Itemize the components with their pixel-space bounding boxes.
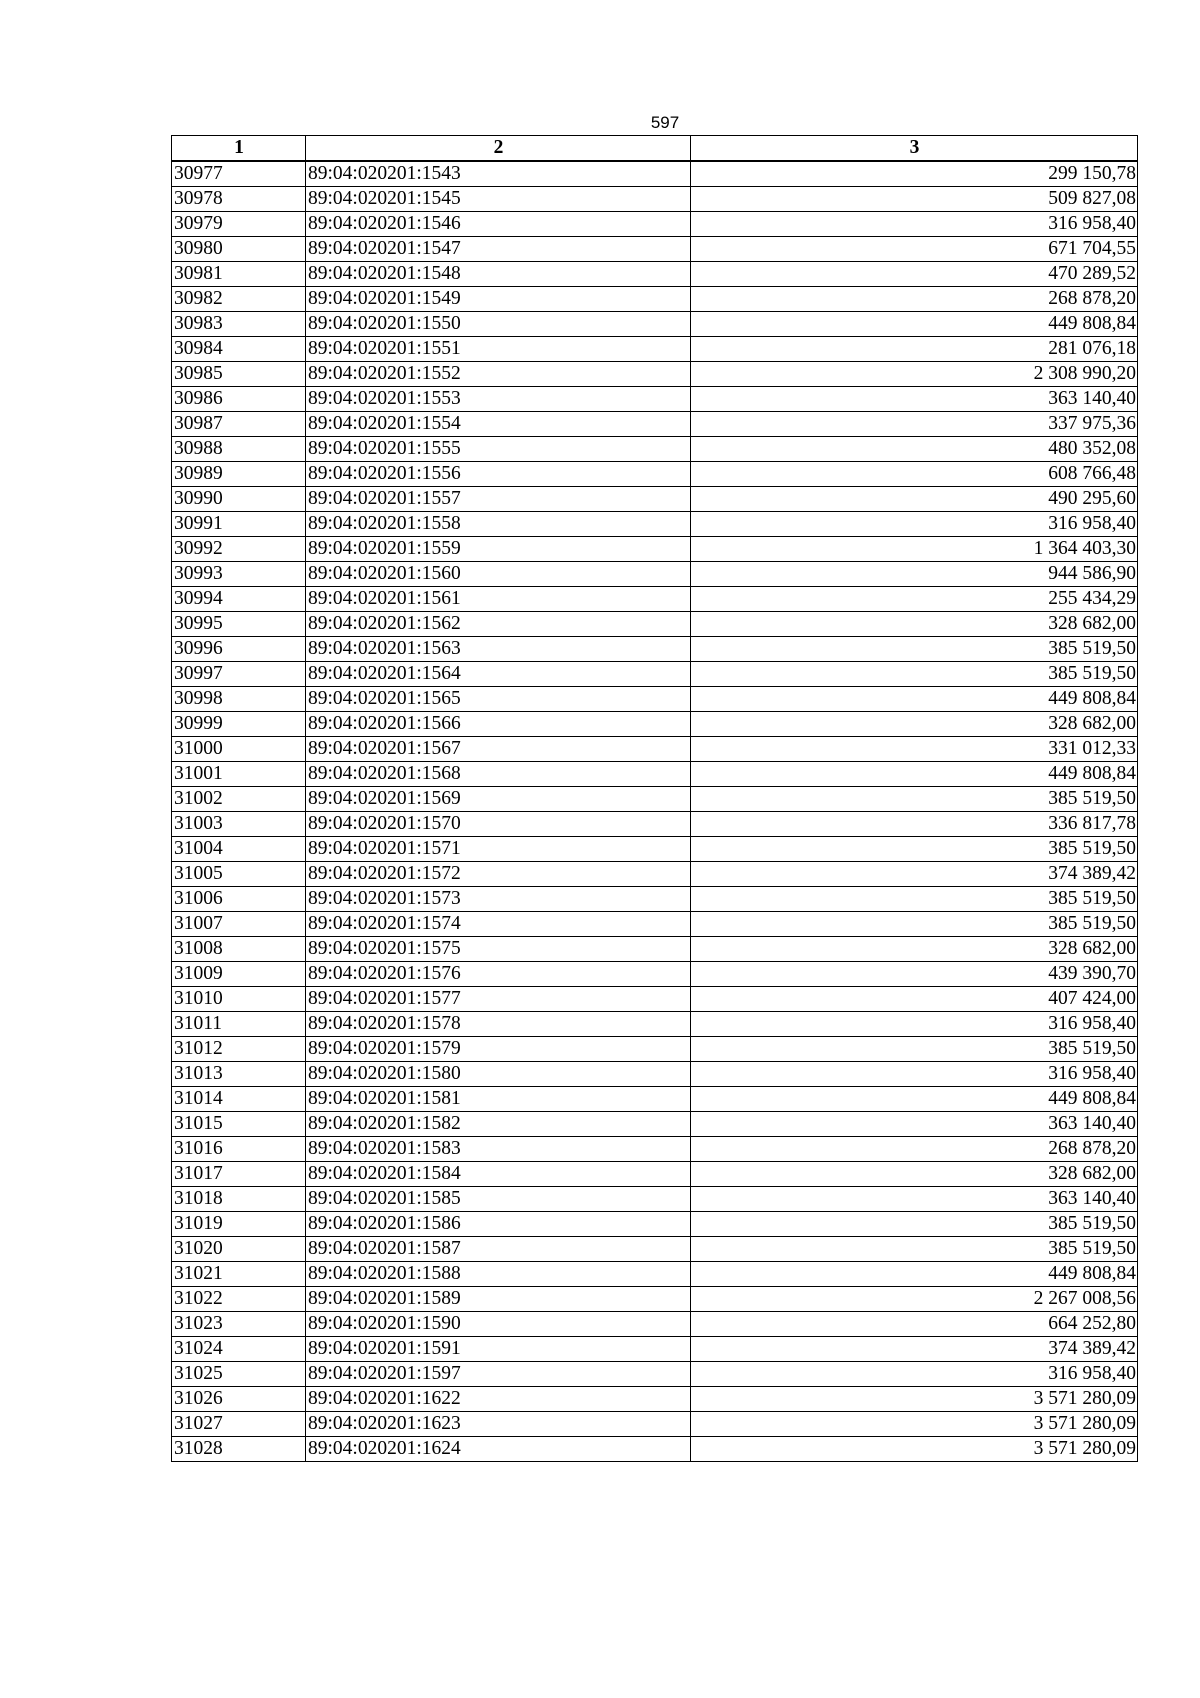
table-row (172, 912, 1138, 937)
value-cell: 363 140,40 (691, 1187, 1138, 1212)
cadastral-number-cell: 89:04:020201:1573 (306, 887, 691, 912)
table-header (172, 136, 1138, 162)
row-number-cell: 30985 (172, 362, 306, 387)
value-cell: 255 434,29 (691, 587, 1138, 612)
table-row (172, 1337, 1138, 1362)
cadastral-number-cell: 89:04:020201:1586 (306, 1212, 691, 1237)
row-number-cell: 31022 (172, 1287, 306, 1312)
row-number-cell: 31016 (172, 1137, 306, 1162)
row-number-cell: 30991 (172, 512, 306, 537)
value-cell: 385 519,50 (691, 637, 1138, 662)
row-number-cell: 31004 (172, 837, 306, 862)
row-number-cell: 31014 (172, 1087, 306, 1112)
header-row (172, 136, 1138, 162)
column-header-value: 3 (691, 136, 1138, 162)
cadastral-number-cell: 89:04:020201:1567 (306, 737, 691, 762)
cadastral-number-cell: 89:04:020201:1547 (306, 237, 691, 262)
table-row (172, 762, 1138, 787)
value-cell: 664 252,80 (691, 1312, 1138, 1337)
row-number-cell: 31003 (172, 812, 306, 837)
cadastral-number-cell: 89:04:020201:1561 (306, 587, 691, 612)
cadastral-number-cell: 89:04:020201:1554 (306, 412, 691, 437)
row-number-cell: 31005 (172, 862, 306, 887)
cadastral-number-cell: 89:04:020201:1557 (306, 487, 691, 512)
table-row (172, 662, 1138, 687)
row-number-cell: 31018 (172, 1187, 306, 1212)
table-row (172, 512, 1138, 537)
row-number-cell: 30982 (172, 287, 306, 312)
row-number-cell: 30980 (172, 237, 306, 262)
value-cell: 299 150,78 (691, 161, 1138, 187)
table-row (172, 1112, 1138, 1137)
value-cell: 328 682,00 (691, 1162, 1138, 1187)
value-cell: 490 295,60 (691, 487, 1138, 512)
table-row (172, 312, 1138, 337)
cadastral-number-cell: 89:04:020201:1580 (306, 1062, 691, 1087)
row-number-cell: 31008 (172, 937, 306, 962)
cadastral-number-cell: 89:04:020201:1553 (306, 387, 691, 412)
value-cell: 3 571 280,09 (691, 1412, 1138, 1437)
table-row (172, 1387, 1138, 1412)
cadastral-number-cell: 89:04:020201:1555 (306, 437, 691, 462)
table-row (172, 1037, 1138, 1062)
cadastral-number-cell: 89:04:020201:1546 (306, 212, 691, 237)
cadastral-value-table (171, 135, 1138, 1462)
row-number-cell: 30994 (172, 587, 306, 612)
row-number-cell: 30983 (172, 312, 306, 337)
value-cell: 385 519,50 (691, 887, 1138, 912)
row-number-cell: 31028 (172, 1437, 306, 1462)
cadastral-number-cell: 89:04:020201:1577 (306, 987, 691, 1012)
table-row (172, 962, 1138, 987)
value-cell: 328 682,00 (691, 612, 1138, 637)
table-row (172, 487, 1138, 512)
table-row (172, 412, 1138, 437)
cadastral-number-cell: 89:04:020201:1588 (306, 1262, 691, 1287)
value-cell: 385 519,50 (691, 1237, 1138, 1262)
table-row (172, 1212, 1138, 1237)
table-row (172, 212, 1138, 237)
row-number-cell: 31026 (172, 1387, 306, 1412)
value-cell: 385 519,50 (691, 912, 1138, 937)
row-number-cell: 31010 (172, 987, 306, 1012)
row-number-cell: 30981 (172, 262, 306, 287)
cadastral-number-cell: 89:04:020201:1579 (306, 1037, 691, 1062)
row-number-cell: 30992 (172, 537, 306, 562)
row-number-cell: 30996 (172, 637, 306, 662)
table-row (172, 787, 1138, 812)
row-number-cell: 31023 (172, 1312, 306, 1337)
table-row (172, 1262, 1138, 1287)
cadastral-number-cell: 89:04:020201:1564 (306, 662, 691, 687)
value-cell: 407 424,00 (691, 987, 1138, 1012)
cadastral-number-cell: 89:04:020201:1574 (306, 912, 691, 937)
value-cell: 316 958,40 (691, 1012, 1138, 1037)
cadastral-number-cell: 89:04:020201:1550 (306, 312, 691, 337)
table-row (172, 587, 1138, 612)
row-number-cell: 30993 (172, 562, 306, 587)
cadastral-number-cell: 89:04:020201:1572 (306, 862, 691, 887)
table-row (172, 1237, 1138, 1262)
value-cell: 385 519,50 (691, 787, 1138, 812)
table-row (172, 1062, 1138, 1087)
row-number-cell: 31017 (172, 1162, 306, 1187)
table-row (172, 287, 1138, 312)
value-cell: 1 364 403,30 (691, 537, 1138, 562)
row-number-cell: 30987 (172, 412, 306, 437)
cadastral-number-cell: 89:04:020201:1549 (306, 287, 691, 312)
value-cell: 268 878,20 (691, 1137, 1138, 1162)
table-row (172, 837, 1138, 862)
value-cell: 331 012,33 (691, 737, 1138, 762)
value-cell: 944 586,90 (691, 562, 1138, 587)
row-number-cell: 30978 (172, 187, 306, 212)
value-cell: 316 958,40 (691, 1062, 1138, 1087)
table-row (172, 237, 1138, 262)
cadastral-number-cell: 89:04:020201:1623 (306, 1412, 691, 1437)
value-cell: 316 958,40 (691, 212, 1138, 237)
row-number-cell: 30990 (172, 487, 306, 512)
table-row (172, 987, 1138, 1012)
row-number-cell: 30979 (172, 212, 306, 237)
value-cell: 385 519,50 (691, 662, 1138, 687)
value-cell: 608 766,48 (691, 462, 1138, 487)
row-number-cell: 31015 (172, 1112, 306, 1137)
cadastral-number-cell: 89:04:020201:1545 (306, 187, 691, 212)
cadastral-number-cell: 89:04:020201:1587 (306, 1237, 691, 1262)
cadastral-number-cell: 89:04:020201:1560 (306, 562, 691, 587)
cadastral-number-cell: 89:04:020201:1590 (306, 1312, 691, 1337)
cadastral-number-cell: 89:04:020201:1568 (306, 762, 691, 787)
table-row (172, 562, 1138, 587)
cadastral-number-cell: 89:04:020201:1584 (306, 1162, 691, 1187)
cadastral-number-cell: 89:04:020201:1589 (306, 1287, 691, 1312)
row-number-cell: 31007 (172, 912, 306, 937)
row-number-cell: 31002 (172, 787, 306, 812)
value-cell: 439 390,70 (691, 962, 1138, 987)
value-cell: 449 808,84 (691, 1087, 1138, 1112)
row-number-cell: 30999 (172, 712, 306, 737)
cadastral-number-cell: 89:04:020201:1563 (306, 637, 691, 662)
row-number-cell: 31000 (172, 737, 306, 762)
row-number-cell: 31011 (172, 1012, 306, 1037)
cadastral-number-cell: 89:04:020201:1548 (306, 262, 691, 287)
cadastral-number-cell: 89:04:020201:1551 (306, 337, 691, 362)
cadastral-number-cell: 89:04:020201:1585 (306, 1187, 691, 1212)
table-row (172, 937, 1138, 962)
value-cell: 470 289,52 (691, 262, 1138, 287)
value-cell: 363 140,40 (691, 387, 1138, 412)
row-number-cell: 30984 (172, 337, 306, 362)
value-cell: 385 519,50 (691, 1212, 1138, 1237)
value-cell: 449 808,84 (691, 762, 1138, 787)
cadastral-number-cell: 89:04:020201:1569 (306, 787, 691, 812)
row-number-cell: 31020 (172, 1237, 306, 1262)
row-number-cell: 30998 (172, 687, 306, 712)
cadastral-number-cell: 89:04:020201:1622 (306, 1387, 691, 1412)
value-cell: 374 389,42 (691, 1337, 1138, 1362)
cadastral-number-cell: 89:04:020201:1597 (306, 1362, 691, 1387)
cadastral-number-cell: 89:04:020201:1559 (306, 537, 691, 562)
row-number-cell: 31009 (172, 962, 306, 987)
table-row (172, 1412, 1138, 1437)
cadastral-number-cell: 89:04:020201:1578 (306, 1012, 691, 1037)
value-cell: 671 704,55 (691, 237, 1138, 262)
row-number-cell: 30997 (172, 662, 306, 687)
value-cell: 2 308 990,20 (691, 362, 1138, 387)
value-cell: 328 682,00 (691, 712, 1138, 737)
value-cell: 385 519,50 (691, 1037, 1138, 1062)
value-cell: 449 808,84 (691, 687, 1138, 712)
table-row (172, 862, 1138, 887)
value-cell: 480 352,08 (691, 437, 1138, 462)
value-cell: 316 958,40 (691, 512, 1138, 537)
cadastral-number-cell: 89:04:020201:1583 (306, 1137, 691, 1162)
table-row (172, 362, 1138, 387)
value-cell: 316 958,40 (691, 1362, 1138, 1387)
cadastral-number-cell: 89:04:020201:1543 (306, 161, 691, 187)
cadastral-number-cell: 89:04:020201:1565 (306, 687, 691, 712)
row-number-cell: 31025 (172, 1362, 306, 1387)
cadastral-number-cell: 89:04:020201:1582 (306, 1112, 691, 1137)
table-row (172, 1287, 1138, 1312)
value-cell: 449 808,84 (691, 1262, 1138, 1287)
table-row (172, 1162, 1138, 1187)
table-row (172, 712, 1138, 737)
row-number-cell: 30989 (172, 462, 306, 487)
table-row (172, 1012, 1138, 1037)
row-number-cell: 31021 (172, 1262, 306, 1287)
cadastral-number-cell: 89:04:020201:1591 (306, 1337, 691, 1362)
value-cell: 281 076,18 (691, 337, 1138, 362)
value-cell: 374 389,42 (691, 862, 1138, 887)
table-row (172, 1087, 1138, 1112)
value-cell: 3 571 280,09 (691, 1437, 1138, 1462)
table-row (172, 387, 1138, 412)
value-cell: 337 975,36 (691, 412, 1138, 437)
row-number-cell: 30995 (172, 612, 306, 637)
table-row (172, 537, 1138, 562)
cadastral-number-cell: 89:04:020201:1566 (306, 712, 691, 737)
value-cell: 3 571 280,09 (691, 1387, 1138, 1412)
value-cell: 336 817,78 (691, 812, 1138, 837)
value-cell: 509 827,08 (691, 187, 1138, 212)
table-row (172, 737, 1138, 762)
cadastral-number-cell: 89:04:020201:1570 (306, 812, 691, 837)
row-number-cell: 31024 (172, 1337, 306, 1362)
row-number-cell: 31006 (172, 887, 306, 912)
cadastral-number-cell: 89:04:020201:1581 (306, 1087, 691, 1112)
row-number-cell: 31019 (172, 1212, 306, 1237)
value-cell: 363 140,40 (691, 1112, 1138, 1137)
table-row (172, 437, 1138, 462)
row-number-cell: 31001 (172, 762, 306, 787)
value-cell: 2 267 008,56 (691, 1287, 1138, 1312)
cadastral-number-cell: 89:04:020201:1562 (306, 612, 691, 637)
table-row (172, 812, 1138, 837)
column-header-number: 1 (172, 136, 306, 162)
table-row (172, 187, 1138, 212)
table-row (172, 1187, 1138, 1212)
row-number-cell: 31013 (172, 1062, 306, 1087)
cadastral-number-cell: 89:04:020201:1576 (306, 962, 691, 987)
value-cell: 385 519,50 (691, 837, 1138, 862)
table-row (172, 262, 1138, 287)
row-number-cell: 30986 (172, 387, 306, 412)
table-body (172, 161, 1138, 1462)
cadastral-number-cell: 89:04:020201:1624 (306, 1437, 691, 1462)
cadastral-number-cell: 89:04:020201:1575 (306, 937, 691, 962)
table-row (172, 1362, 1138, 1387)
table-row (172, 161, 1138, 187)
table-row (172, 612, 1138, 637)
value-cell: 328 682,00 (691, 937, 1138, 962)
cadastral-number-cell: 89:04:020201:1552 (306, 362, 691, 387)
page-number: 597 (650, 113, 680, 132)
cadastral-number-cell: 89:04:020201:1558 (306, 512, 691, 537)
table-row (172, 1312, 1138, 1337)
cadastral-number-cell: 89:04:020201:1556 (306, 462, 691, 487)
table-row (172, 337, 1138, 362)
value-cell: 268 878,20 (691, 287, 1138, 312)
row-number-cell: 30988 (172, 437, 306, 462)
table-row (172, 462, 1138, 487)
column-header-cadastral-number: 2 (306, 136, 691, 162)
table-row (172, 887, 1138, 912)
table-row (172, 1137, 1138, 1162)
cadastral-number-cell: 89:04:020201:1571 (306, 837, 691, 862)
table-row (172, 687, 1138, 712)
row-number-cell: 31027 (172, 1412, 306, 1437)
row-number-cell: 31012 (172, 1037, 306, 1062)
row-number-cell: 30977 (172, 161, 306, 187)
value-cell: 449 808,84 (691, 312, 1138, 337)
table-row (172, 637, 1138, 662)
table-row (172, 1437, 1138, 1462)
